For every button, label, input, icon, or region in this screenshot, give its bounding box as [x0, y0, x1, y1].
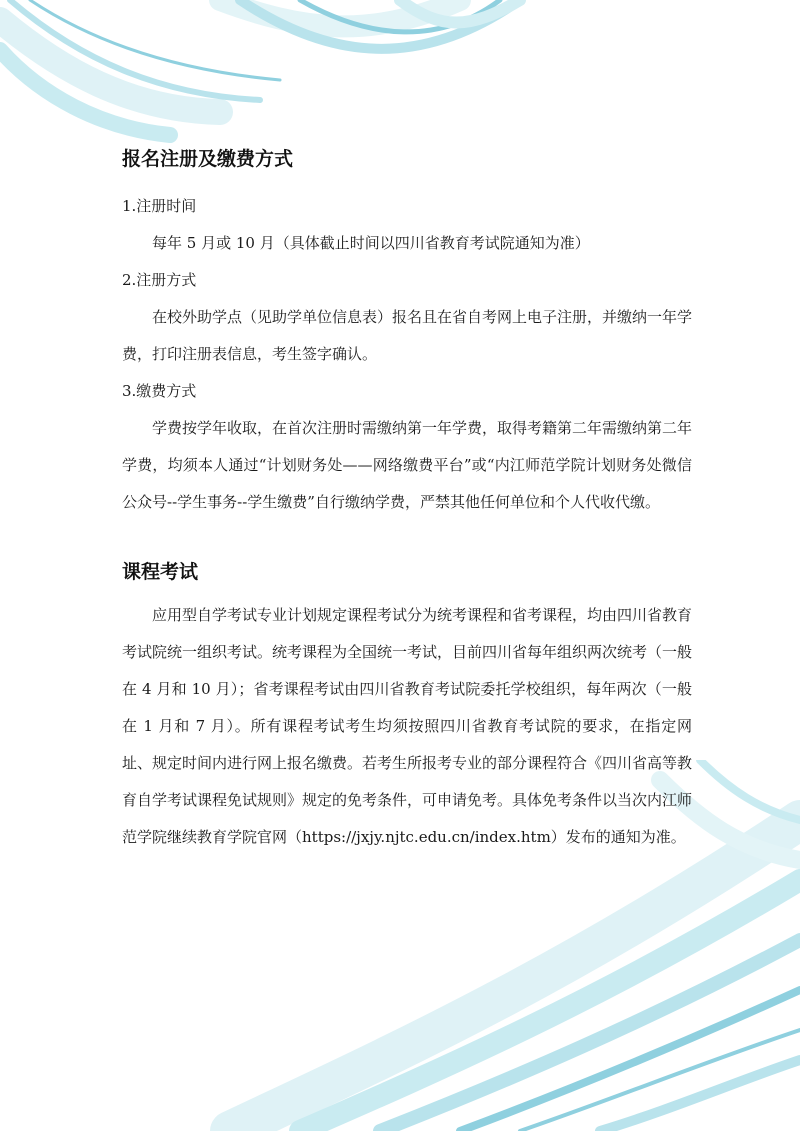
top-wave-decoration [0, 0, 800, 150]
registration-time-heading: 1.注册时间 [122, 197, 197, 215]
document-body [122, 146, 692, 856]
bottom-wave-band [700, 760, 800, 820]
bottom-wave-band [520, 1030, 800, 1131]
course-exam-text: 应用型自学考试专业计划规定课程考试分为统考课程和省考课程，均由四川省教育考试院统一组织考试。统考课程为全国统一考试，目前四川省每年组织两次统考（一般在 4 月和 10 月）；省考课程考试由四川省教育考试院委托学校组织，每年两次（一般在 1 月和 7 月）。所有课程考试考生均须按照四川省教育考试院的要求，在指定网址、规定时间内进行网上报名缴费。若考生所报考专业的部分课程符合《四川省高等教育自学考试课程免试规则》规定的免考条件，可申请免考。具体免考条件以当次内江师范学院继续教育学院官网（https://jxjy.njtc.edu.cn/index.htm）发布的通知为准。 [122, 606, 693, 846]
registration-method-heading: 2.注册方式 [122, 271, 197, 289]
bottom-wave-band [380, 940, 800, 1131]
top-wave-band [400, 0, 520, 23]
top-wave-band [0, 50, 170, 135]
course-exam-section-title: 课程考试 [122, 561, 199, 583]
top-wave-band [240, 0, 520, 49]
payment-method-heading: 3.缴费方式 [122, 382, 197, 400]
bottom-wave-band [230, 820, 800, 1131]
top-wave-band [10, 0, 260, 100]
top-wave-band [30, 0, 280, 80]
payment-method-text: 学费按学年收取，在首次注册时需缴纳第一年学费，取得考籍第二年需缴纳第二年学费，均须本人通过“计划财务处——网络缴费平台”或“内江师范学院计划财务处微信公众号--学生事务--学生缴费”自行缴纳学费，严禁其他任何单位和个人代收代缴。 [122, 419, 693, 511]
top-wave-band [300, 0, 500, 32]
bottom-wave-band [300, 880, 800, 1131]
registration-section-title: 报名注册及缴费方式 [122, 148, 294, 170]
top-wave-band [0, 20, 220, 112]
bottom-wave-band [600, 1060, 800, 1131]
registration-time-text: 每年 5 月或 10 月（具体截止时间以四川省教育考试院通知为准） [152, 234, 590, 252]
bottom-wave-band [460, 990, 800, 1131]
registration-method-text: 在校外助学点（见助学单位信息表）报名且在省自考网上电子注册，并缴纳一年学费，打印注册表信息，考生签字确认。 [122, 308, 693, 363]
top-wave-band [220, 0, 460, 26]
